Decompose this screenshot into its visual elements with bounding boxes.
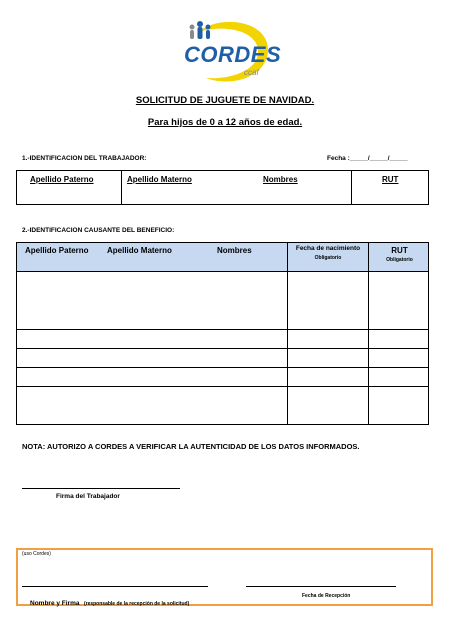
nombre-firma-note: (responsable de la recepción de la solicitud) (83, 601, 190, 607)
beneficiary-table (16, 242, 429, 425)
logo-wordmark: CORDES (184, 42, 282, 67)
col-b-apellido-materno: Apellido Materno (107, 246, 172, 255)
section1-label: 1.-IDENTIFICACION DEL TRABAJADOR: (22, 155, 147, 162)
col-b-rut: RUT (391, 246, 408, 255)
col-b-fecha-nacimiento: Fecha de nacimiento (295, 245, 361, 252)
section2-label: 2.-IDENTIFICACION CAUSANTE DEL BENEFICIO: (22, 227, 175, 234)
uso-cordes-box (16, 548, 433, 606)
authorization-note: NOTA: AUTORIZO A CORDES A VERIFICAR LA AUTENTICIDAD DE LOS DATOS INFORMADOS. (22, 442, 360, 451)
col-nombres: Nombres (263, 175, 298, 184)
reception-date-label: Fecha de Recepción (302, 593, 351, 599)
receiver-signature-label-group (30, 592, 189, 610)
col-b-fecha-nacimiento-obligatorio: Obligatorio (314, 255, 342, 261)
worker-table (16, 170, 429, 205)
col-rut: RUT (382, 175, 399, 184)
fecha-field[interactable]: Fecha :_____/_____/_____ (327, 155, 408, 162)
uso-cordes-tag: (uso Cordes) (22, 551, 51, 557)
col-apellido-materno: Apellido Materno (127, 175, 192, 184)
document-title: SOLICITUD DE JUGUETE DE NAVIDAD. (135, 95, 315, 106)
col-b-rut-obligatorio: Obligatorio (386, 257, 413, 263)
worker-signature-line[interactable] (22, 488, 180, 489)
col-apellido-paterno: Apellido Paterno (30, 175, 94, 184)
nombre-firma-label: Nombre y Firma (30, 600, 80, 607)
col-b-apellido-paterno: Apellido Paterno (25, 246, 89, 255)
worker-signature-label: Firma del Trabajador (56, 493, 120, 500)
logo-subtext: ccaf (244, 68, 259, 77)
receiver-signature-line[interactable] (22, 586, 208, 587)
document-subtitle: Para hijos de 0 a 12 años de edad. (147, 117, 303, 128)
reception-date-line[interactable] (246, 586, 396, 587)
col-b-nombres: Nombres (217, 246, 252, 255)
cordes-logo (180, 18, 282, 86)
